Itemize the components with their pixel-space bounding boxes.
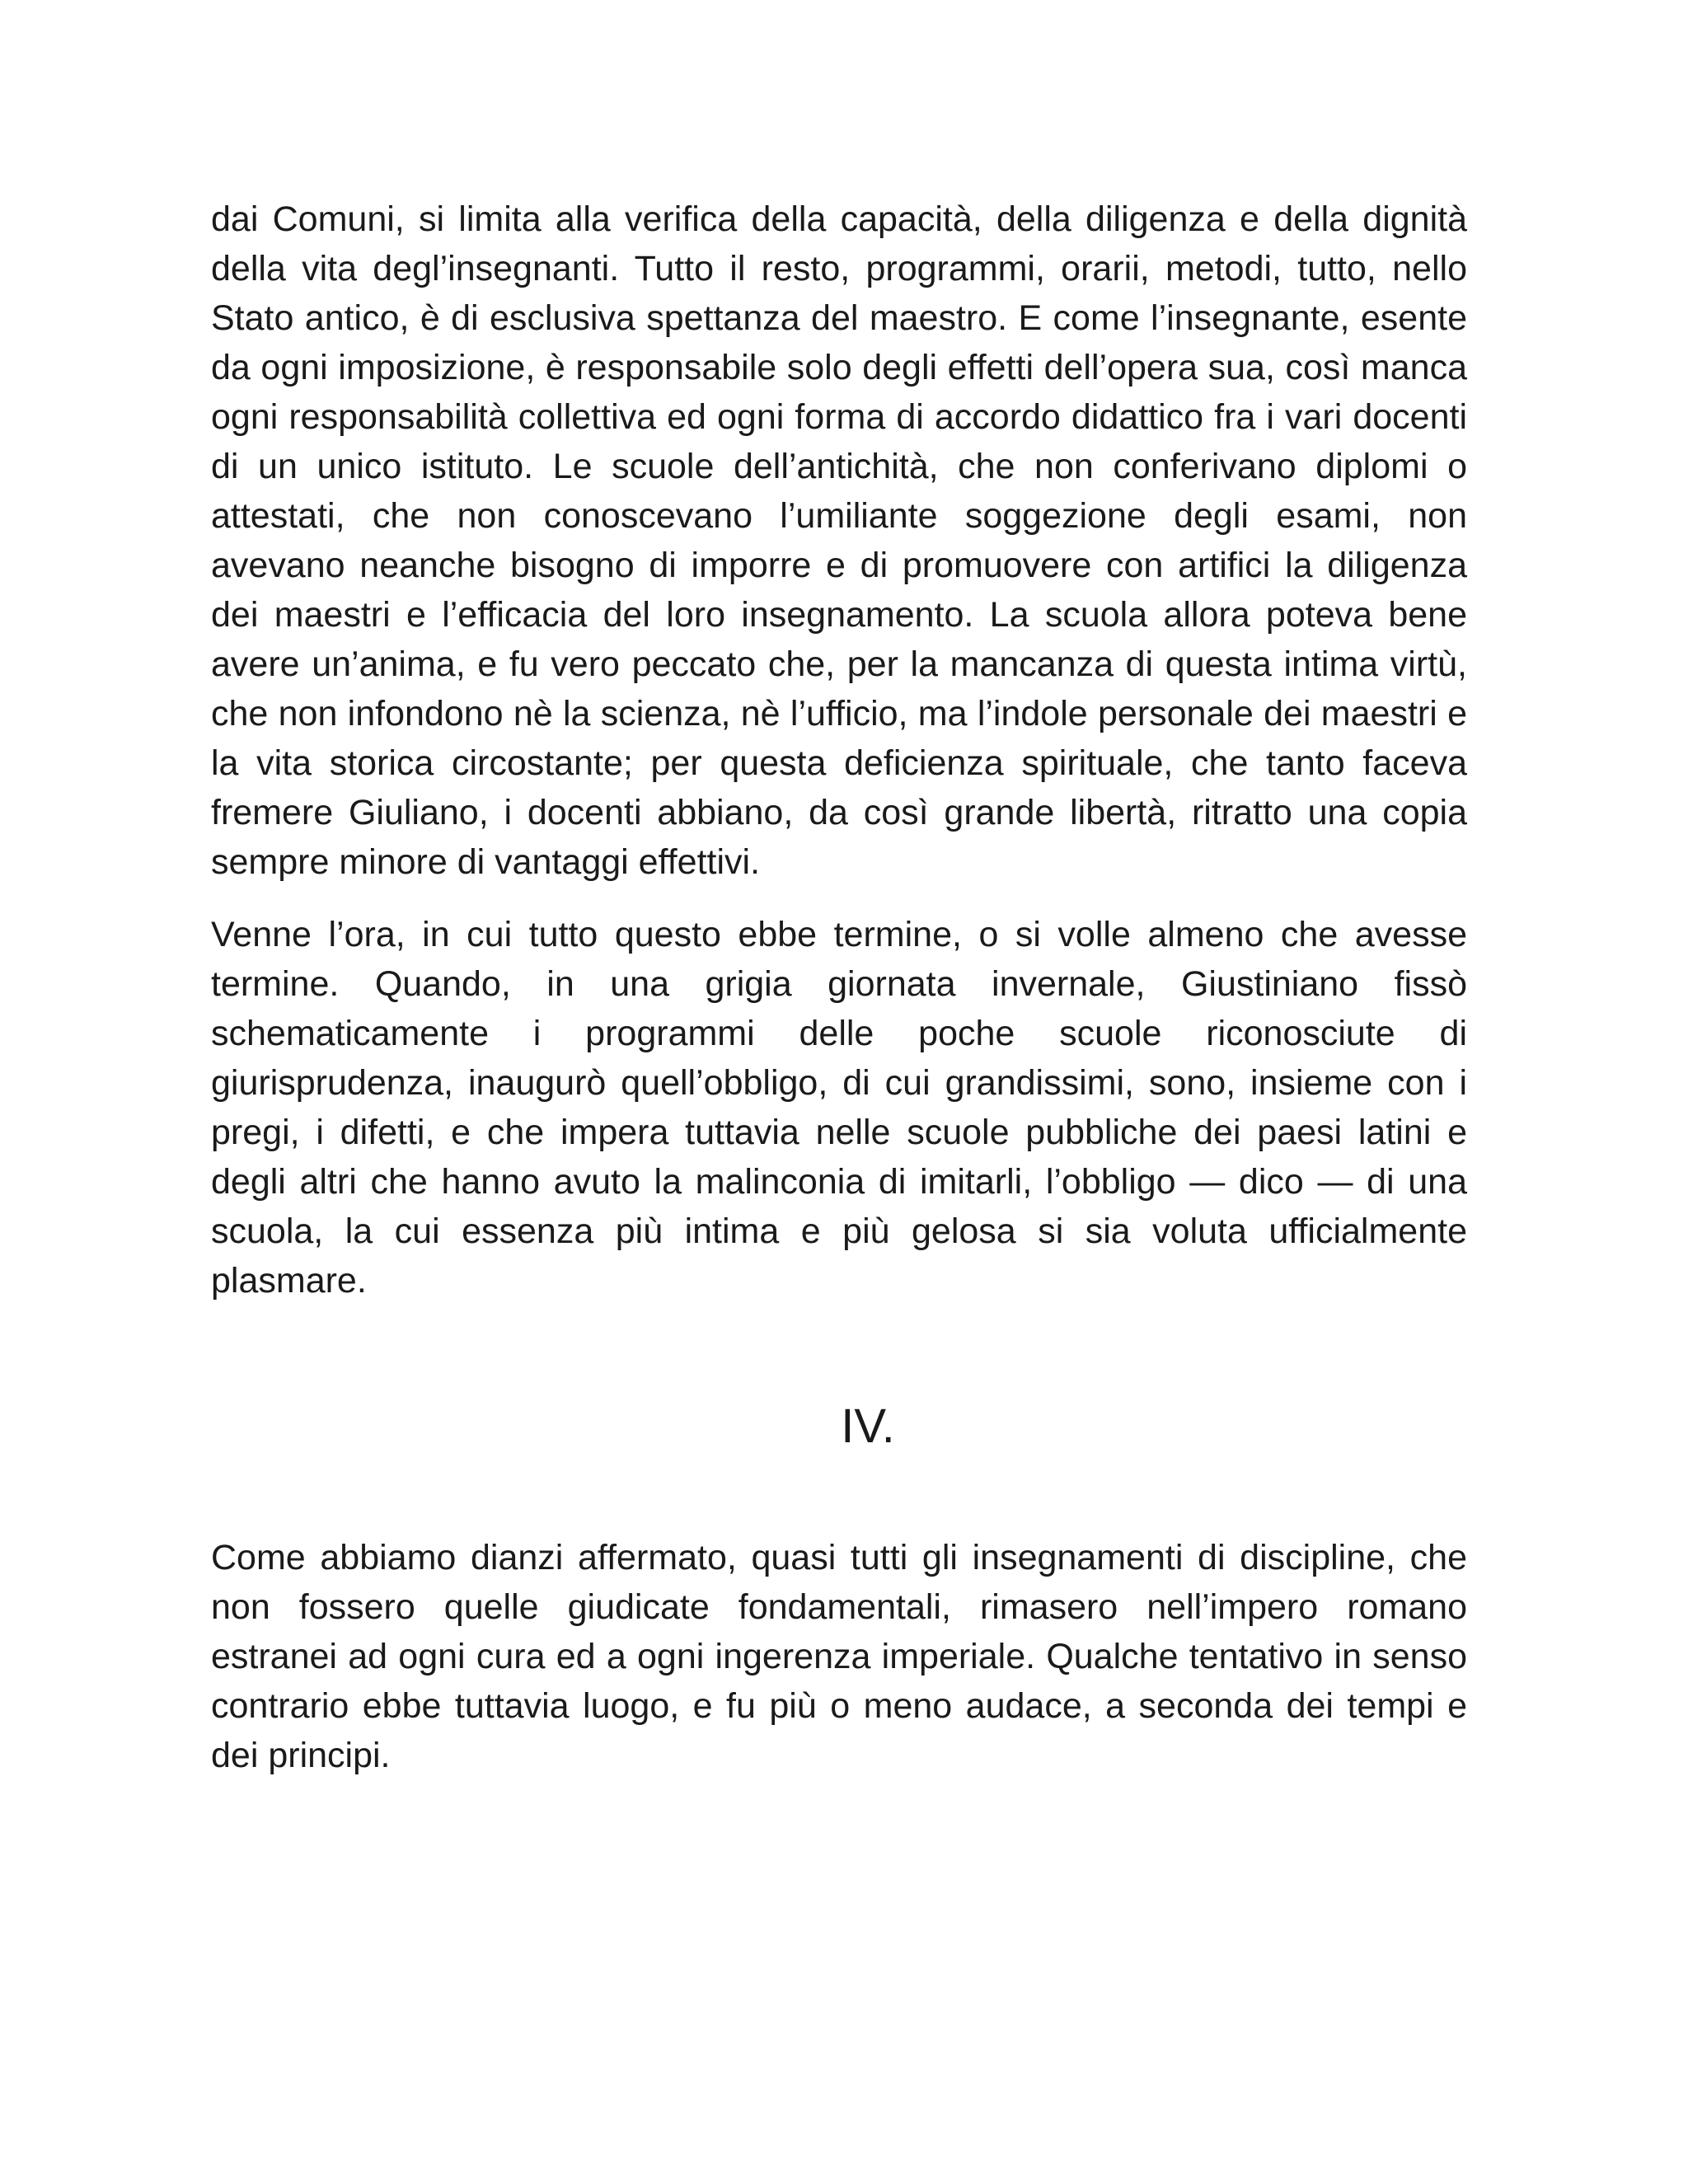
paragraph: Venne l’ora, in cui tutto questo ebbe termine, o si volle almeno che avesse termine. Quando, in una grigia giornata invernale, Giustiniano fissò schematicamente i programmi delle poche scuole riconosciute di giurisprudenza, inaugurò quell’obbligo, di cui grandissimi, sono, insieme con i pregi, i difetti, e che impera tuttavia nelle scuole pubbliche dei paesi latini e degli altri che hanno avuto la malinconia di imitarli, l’obbligo — dico — di una scuola, la cui essenza più intima e più gelosa si sia voluta ufficialmente plasmare. — [211, 915, 1467, 1301]
paragraph: Come abbiamo dianzi affermato, quasi tutti gli insegnamenti di discipline, che non fossero quelle giudicate fondamentali, rimasero nell’impero romano estranei ad ogni cura ed a ogni ingerenza imperiale. Qualche tentativo in senso contrario ebbe tuttavia luogo, e fu più o meno audace, a seconda dei tempi e dei principi. — [211, 1538, 1467, 1775]
paragraph: dai Comuni, si limita alla verifica della capacità, della diligenza e della dignità della vita degl’insegnanti. Tutto il resto, programmi, orarii, metodi, tutto, nello Stato antico, è di esclusiva spettanza del maestro. E come l’insegnante, esente da ogni imposizione, è responsabile solo degli effetti dell’opera sua, così manca ogni responsabilità collettiva ed ogni forma di accordo didattico fra i vari docenti di un unico istituto. Le scuole dell’antichità, che non conferivano diplomi o attestati, che non conoscevano l’umiliante soggezione degli esami, non avevano neanche bisogno di imporre e di promuovere con artifici la diligenza dei maestri e l’efficacia del loro insegnamento. La scuola allora poteva bene avere un’anima, e fu vero peccato che, per la mancanza di questa intima virtù, che non infondono nè la scienza, nè l’ufficio, ma l’indole personale dei maestri e la vita storica circostante; per questa deficienza spirituale, che tanto faceva fremere Giuliano, i docenti abbiano, da così grande libertà, ritratto una copia sempre minore di vantaggi effettivi. — [211, 199, 1467, 882]
page-body — [211, 194, 1467, 1803]
section-heading: IV. — [841, 1399, 895, 1453]
